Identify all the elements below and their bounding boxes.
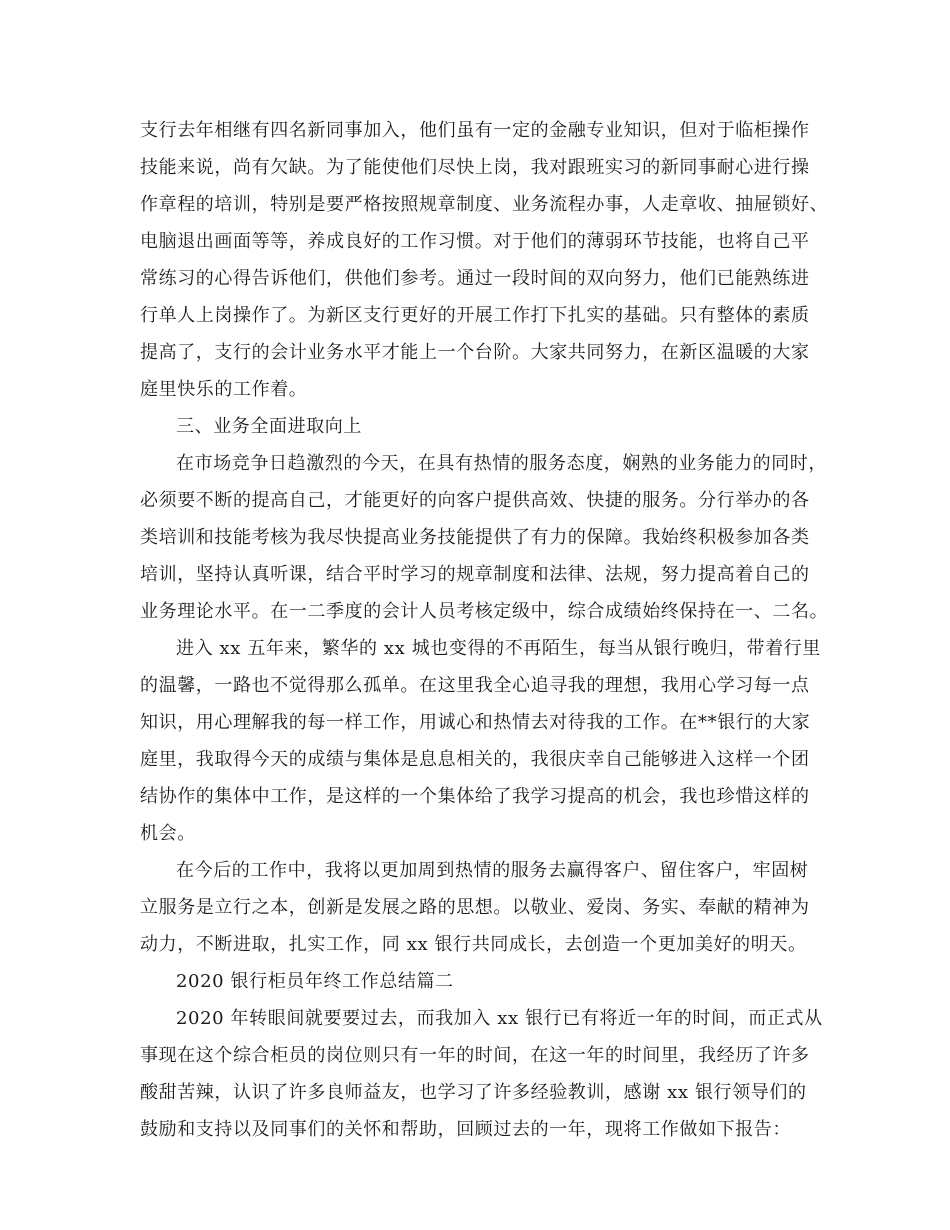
paragraph-line: 进入 xx 五年来，繁华的 xx 城也变得的不再陌生，每当从银行晚归，带着行里 bbox=[176, 638, 821, 659]
paragraph-line: 事现在这个综合柜员的岗位则只有一年的时间，在这一年的时间里，我经历了许多 bbox=[140, 1045, 810, 1066]
paragraph-line: 鼓励和支持以及同事们的关怀和帮助，回顾过去的一年，现将工作做如下报告： bbox=[140, 1119, 791, 1140]
paragraph-line: 培训，坚持认真听课，结合平时学习的规章制度和法律、法规，努力提高着自己的 bbox=[140, 564, 810, 585]
paragraph-line: 业务理论水平。在一二季度的会计人员考核定级中，综合成绩始终保持在一、二名。 bbox=[140, 601, 829, 622]
paragraph-line: 机会。 bbox=[140, 823, 196, 844]
paragraph-line: 知识，用心理解我的每一样工作，用诚心和热情去对待我的工作。在**银行的大家 bbox=[140, 712, 811, 733]
paragraph-line: 庭里，我取得今天的成绩与集体是息息相关的，我很庆幸自己能够进入这样一个团 bbox=[140, 749, 810, 770]
paragraph-line: 在今后的工作中，我将以更加周到热情的服务去赢得客户、留住客户，牢固树 bbox=[176, 860, 809, 881]
section-heading: 2020 银行柜员年终工作总结篇二 bbox=[176, 971, 454, 992]
paragraph-line: 提高了，支行的会计业务水平才能上一个台阶。大家共同努力，在新区温暖的大家 bbox=[140, 342, 810, 363]
paragraph-line: 支行去年相继有四名新同事加入，他们虽有一定的金融专业知识，但对于临柜操作 bbox=[140, 120, 810, 141]
paragraph-line: 类培训和技能考核为我尽快提高业务技能提供了有力的保障。我始终积极参加各类 bbox=[140, 527, 810, 548]
paragraph-line: 酸甜苦辣，认识了许多良师益友，也学习了许多经验教训，感谢 xx 银行领导们的 bbox=[140, 1082, 807, 1103]
paragraph-line: 必须要不断的提高自己，才能更好的向客户提供高效、快捷的服务。分行举办的各 bbox=[140, 490, 810, 511]
paragraph-line: 庭里快乐的工作着。 bbox=[140, 379, 308, 400]
paragraph-line: 行单人上岗操作了。为新区支行更好的开展工作打下扎实的基础。只有整体的素质 bbox=[140, 305, 810, 326]
paragraph-line: 作章程的培训，特别是要严格按照规章制度、业务流程办事，人走章收、抽屉锁好、 bbox=[140, 194, 829, 215]
paragraph-line: 在市场竞争日趋激烈的今天，在具有热情的服务态度，娴熟的业务能力的同时， bbox=[176, 453, 827, 474]
paragraph-line: 2020 年转眼间就要要过去，而我加入 xx 银行已有将近一年的时间，而正式从 bbox=[176, 1008, 823, 1029]
paragraph-line: 动力，不断进取，扎实工作，同 xx 银行共同成长，去创造一个更加美好的明天。 bbox=[140, 934, 807, 955]
paragraph-line: 电脑退出画面等等，养成良好的工作习惯。对于他们的薄弱环节技能，也将自己平 bbox=[140, 231, 810, 252]
section-heading: 三、业务全面进取向上 bbox=[176, 416, 362, 437]
paragraph-line: 技能来说，尚有欠缺。为了能使他们尽快上岗，我对跟班实习的新同事耐心进行操 bbox=[140, 157, 810, 178]
paragraph-line: 立服务是立行之本，创新是发展之路的思想。以敬业、爱岗、务实、奉献的精神为 bbox=[140, 897, 810, 918]
paragraph-line: 的温馨，一路也不觉得那么孤单。在这里我全心追寻我的理想，我用心学习每一点 bbox=[140, 675, 810, 696]
paragraph-line: 结协作的集体中工作，是这样的一个集体给了我学习提高的机会，我也珍惜这样的 bbox=[140, 786, 810, 807]
paragraph-line: 常练习的心得告诉他们，供他们参考。通过一段时间的双向努力，他们已能熟练进 bbox=[140, 268, 810, 289]
